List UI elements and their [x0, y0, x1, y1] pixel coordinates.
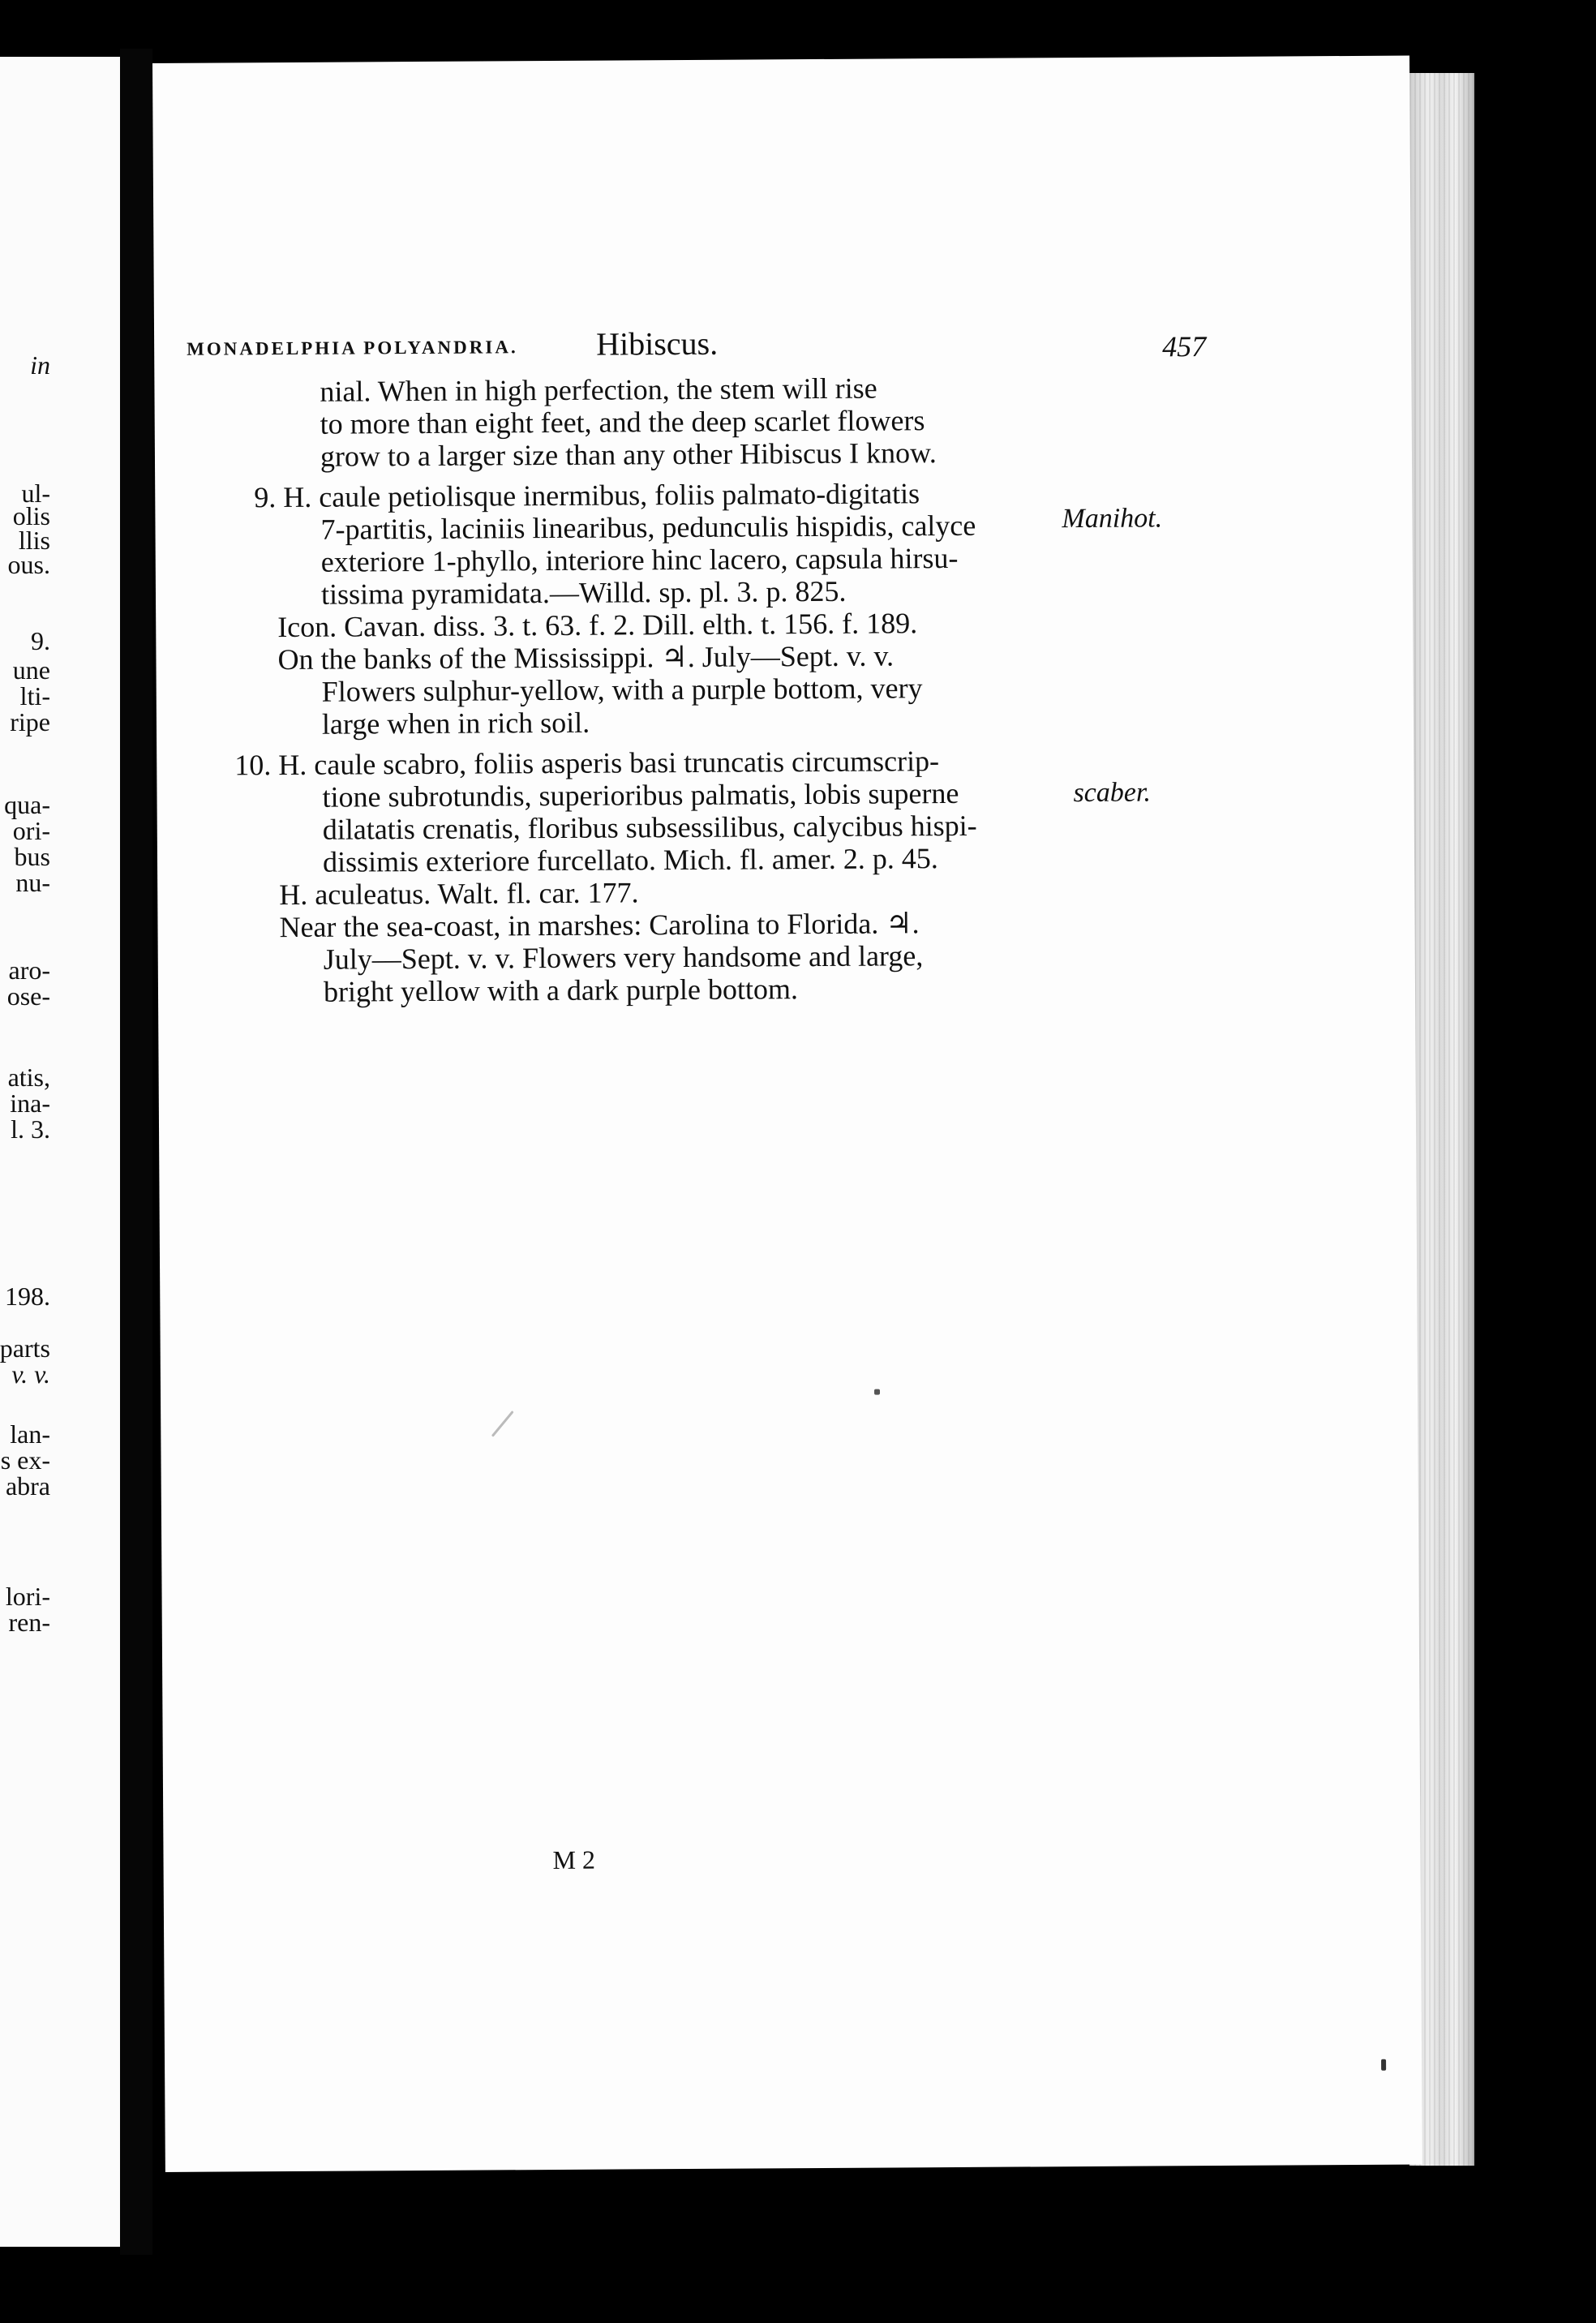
left-fragment: une — [12, 655, 50, 685]
species-10-line: Near the sea-coast, in marshes: Carolina to Florida. ♃. — [279, 907, 920, 944]
species-10-line: dilatatis crenatis, floribus subsessilibus, calycibus hispi- — [322, 809, 977, 846]
species-9-line: On the banks of the Mississippi. ♃. July—Sept. v. v. — [277, 639, 895, 676]
page-body — [152, 56, 1422, 2172]
left-fragment: in — [30, 350, 50, 380]
running-head: MONADELPHIA POLYANDRIA. — [187, 337, 518, 359]
left-fragment: ous. — [7, 550, 50, 579]
species-10-line: July—Sept. v. v. Flowers very handsome and large, — [323, 939, 924, 976]
ink-speck — [1381, 2059, 1386, 2071]
left-fragment: lan- — [10, 1419, 50, 1449]
left-fragment: ul- — [21, 479, 50, 508]
left-fragment: ori- — [12, 816, 50, 845]
left-fragment: 198. — [5, 1282, 50, 1311]
text-line: to more than eight feet, and the deep scarlet flowers — [320, 404, 925, 440]
left-fragment: qua- — [4, 790, 50, 819]
left-fragment: lti- — [19, 681, 50, 711]
left-fragment: ripe — [10, 707, 50, 736]
species-9-line: tissima pyramidata.—Willd. sp. pl. 3. p. 825. — [320, 574, 847, 611]
genus-heading: Hibiscus. — [595, 324, 719, 363]
left-fragment: nu- — [15, 868, 50, 897]
previous-page-edge — [0, 57, 122, 2247]
text-line: grow to a larger size than any other Hibiscus I know. — [320, 436, 937, 473]
ink-speck — [491, 1411, 514, 1437]
species-10-line: dissimis exteriore furcellato. Mich. fl. amer. 2. p. 45. — [322, 842, 938, 878]
left-fragment: parts — [0, 1333, 50, 1363]
left-fragment: ren- — [8, 1608, 50, 1637]
margin-species-name: scaber. — [1073, 777, 1152, 809]
species-9-line: large when in rich soil. — [321, 706, 590, 741]
species-10-line: 10. H. caule scabro, foliis asperis basi truncatis circumscrip- — [234, 745, 940, 782]
species-9-line: 9. H. caule petiolisque inermibus, foliis palmato-digitatis — [254, 477, 920, 514]
species-9-line: exteriore 1-phyllo, interiore hinc lacero, capsula hirsu- — [320, 541, 959, 578]
book-page — [152, 56, 1422, 2172]
species-9-line: Flowers sulphur-yellow, with a purple bottom, very — [321, 672, 923, 708]
page-header — [187, 321, 1207, 367]
left-fragment: olis — [12, 501, 50, 530]
species-9-line: Icon. Cavan. diss. 3. t. 63. f. 2. Dill. elth. t. 156. f. 189. — [277, 607, 918, 644]
left-fragment: l. 3. — [11, 1114, 50, 1144]
page-number: 457 — [1162, 330, 1207, 363]
left-fragment: aro- — [8, 955, 50, 985]
left-fragment: 9. — [31, 626, 50, 655]
species-10-line: bright yellow with a dark purple bottom. — [323, 973, 799, 1008]
text-line: nial. When in high perfection, the stem will rise — [320, 371, 877, 408]
left-fragment: v. v. — [11, 1359, 50, 1389]
left-fragment: abra — [5, 1471, 50, 1501]
left-fragment: ose- — [6, 981, 50, 1011]
species-10-line: H. aculeatus. Walt. fl. car. 177. — [279, 876, 639, 912]
signature-mark: M 2 — [552, 1844, 596, 1875]
species-10-line: tione subrotundis, superioribus palmatis, lobis superne — [322, 776, 959, 814]
left-fragment: llis — [18, 526, 50, 555]
left-fragment: s ex- — [0, 1445, 50, 1475]
left-fragment: bus — [14, 842, 50, 871]
left-fragment: ina- — [10, 1089, 50, 1118]
species-9-line: 7-partitis, laciniis linearibus, pedunculis hispidis, calyce — [320, 509, 976, 546]
margin-species-name: Manihot. — [1062, 503, 1163, 535]
left-fragment: lori- — [5, 1582, 50, 1611]
ink-speck — [874, 1389, 880, 1395]
book-gutter — [120, 49, 152, 2255]
left-fragment: atis, — [7, 1063, 50, 1092]
